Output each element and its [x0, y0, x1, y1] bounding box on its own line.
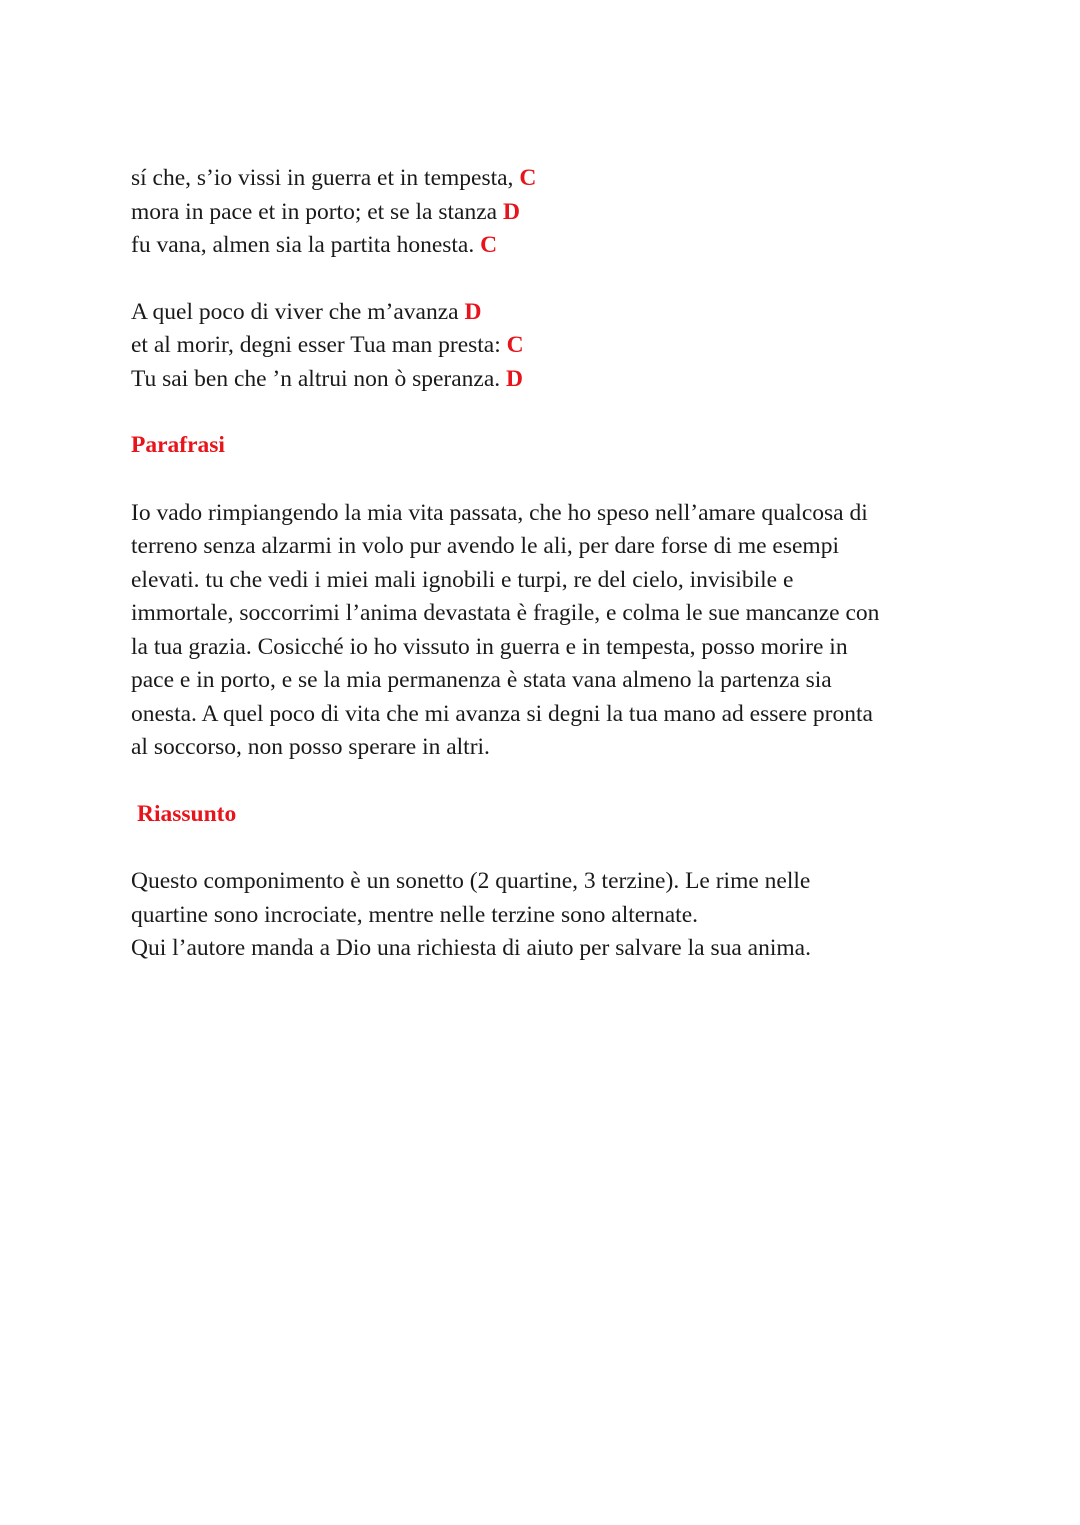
paragraph-line: immortale, soccorrimi l’anima devastata è fragile, e colma le sue mancanze con — [131, 600, 880, 626]
rhyme-letter: C — [506, 332, 524, 358]
paragraph-line: al soccorso, non posso sperare in altri. — [131, 734, 490, 760]
verse-line — [131, 329, 961, 363]
paragraph-line: pace e in porto, e se la mia permanenza è stata vana almeno la partenza sia — [131, 667, 832, 693]
paragraph-line: Questo componimento è un sonetto (2 quartine, 3 terzine). Le rime nelle — [131, 868, 811, 894]
tercet-1 — [131, 162, 961, 263]
document-page — [131, 162, 961, 966]
rhyme-letter: C — [480, 232, 498, 258]
verse-line — [131, 162, 961, 196]
tercet-2 — [131, 296, 961, 397]
verse-line — [131, 363, 961, 397]
paragraph-line: elevati. tu che vedi i miei mali ignobili e turpi, re del cielo, invisibile e — [131, 566, 794, 593]
verse-line — [131, 296, 961, 330]
rhyme-letter: D — [502, 198, 520, 225]
paragraph-line: terreno senza alzarmi in volo pur avendo le ali, per dare forse di me esempi — [131, 533, 839, 559]
parafrasi-heading: Parafrasi — [131, 432, 225, 458]
verse-text: sí che, s’io vissi in guerra et in tempesta, — [131, 165, 514, 191]
verse-line — [131, 196, 961, 230]
rhyme-letter: D — [464, 298, 482, 325]
verse-text: fu vana, almen sia la partita honesta. — [131, 232, 475, 258]
paragraph-line: Qui l’autore manda a Dio una richiesta di aiuto per salvare la sua anima. — [131, 935, 811, 961]
verse-text: Tu sai ben che ’n altrui non ò speranza. — [131, 365, 501, 392]
riassunto-heading: Riassunto — [137, 800, 237, 827]
verse-line — [131, 229, 961, 263]
verse-text: A quel poco di viver che m’avanza — [131, 298, 459, 325]
paragraph-line: la tua grazia. Cosicché io ho vissuto in guerra e in tempesta, posso morire in — [131, 633, 848, 660]
verse-text: et al morir, degni esser Tua man presta: — [131, 332, 501, 358]
rhyme-letter: C — [519, 165, 537, 191]
riassunto-paragraph — [131, 865, 961, 966]
rhyme-letter: D — [506, 365, 524, 392]
verse-text: mora in pace et in porto; et se la stanza — [131, 198, 498, 225]
parafrasi-paragraph — [131, 497, 961, 765]
paragraph-line: Io vado rimpiangendo la mia vita passata, che ho speso nell’amare qualcosa di — [131, 499, 868, 526]
paragraph-line: onesta. A quel poco di vita che mi avanza si degni la tua mano ad essere pronta — [131, 700, 873, 727]
paragraph-line: quartine sono incrociate, mentre nelle terzine sono alternate. — [131, 901, 699, 928]
